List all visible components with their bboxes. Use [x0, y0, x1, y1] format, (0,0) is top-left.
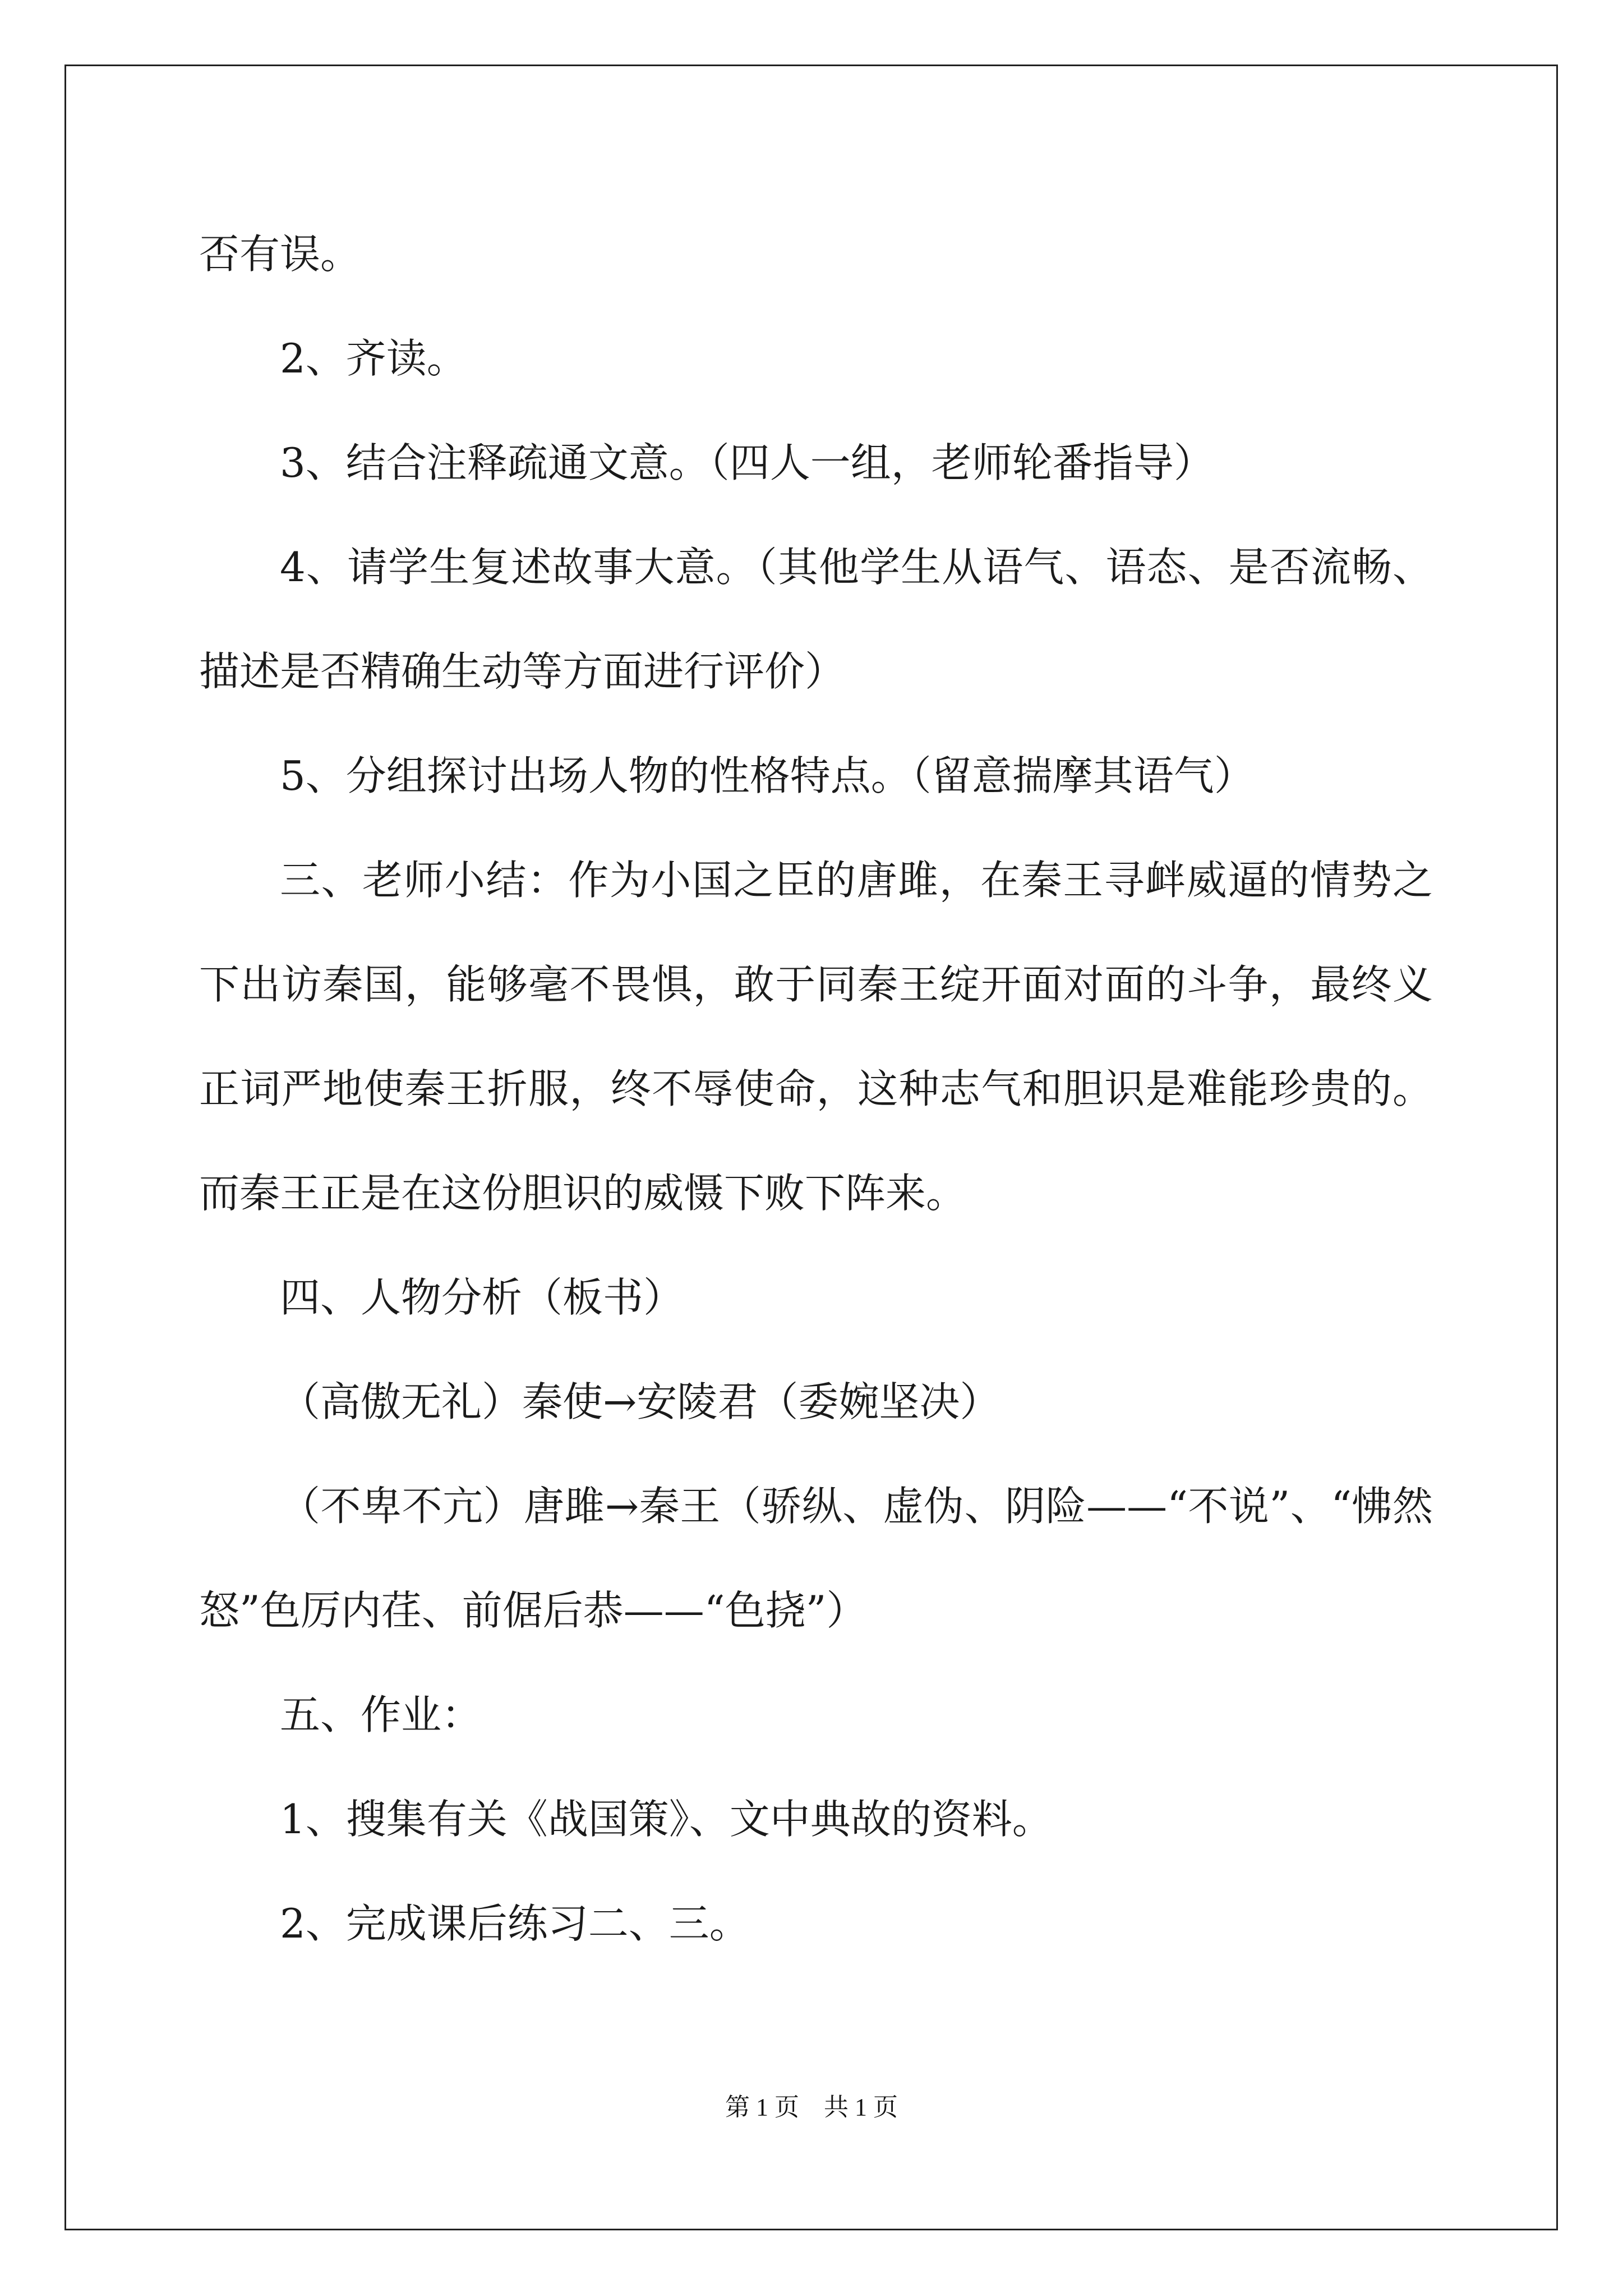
- paragraph-analysis-line-1: （高傲无礼）秦使→安陵君（委婉坚决）: [280, 1378, 1000, 1425]
- paragraph-analysis-line-2: （不卑不亢）唐雎→秦王（骄纵、虚伪、阴险——“不说”、“怫然怒”色厉内荏、前倨后恭——“色挠”）: [199, 1483, 1433, 1634]
- paragraph-step-3: 3、结合注释疏通文意。（四人一组，老师轮番指导）: [280, 439, 1214, 486]
- paragraph-step-2: 2、齐读。: [280, 335, 467, 382]
- page-number-footer: 第 1 页 共 1 页: [725, 2093, 898, 2121]
- paragraph-continuation: 否有误。: [199, 231, 361, 278]
- paragraph-homework-1: 1、搜集有关《战国策》、文中典故的资料。: [280, 1796, 1053, 1843]
- paragraph-homework-2: 2、完成课后练习二、三。: [280, 1900, 750, 1947]
- paragraph-step-4: 4、请学生复述故事大意。（其他学生从语气、语态、是否流畅、描述是否精确生动等方面进行评价）: [199, 544, 1433, 695]
- paragraph-character-analysis-heading: 四、人物分析（板书）: [280, 1274, 684, 1321]
- paragraph-homework-heading: 五、作业：: [280, 1691, 482, 1738]
- paragraph-step-5: 5、分组探讨出场人物的性格特点。（留意揣摩其语气）: [280, 752, 1255, 799]
- paragraph-teacher-summary: 三、老师小结：作为小国之臣的唐雎，在秦王寻衅威逼的情势之下出访秦国，能够毫不畏惧，敢于同秦王绽开面对面的斗争，最终义正词严地使秦王折服，终不辱使命，这种志气和胆识是难能珍贵的。而秦王正是在这份胆识的威慑下败下阵来。: [199, 857, 1433, 1217]
- document-body: [199, 202, 1433, 1976]
